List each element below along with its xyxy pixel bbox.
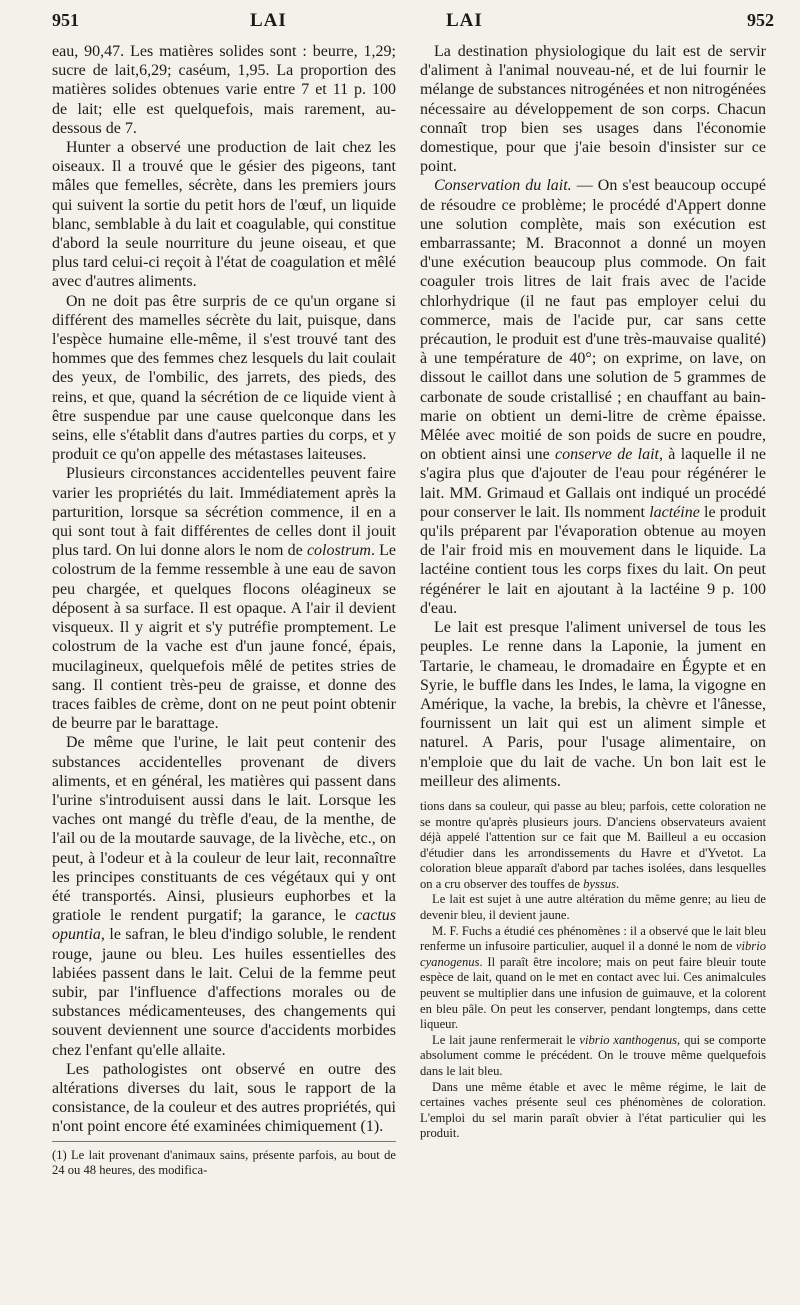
text-run: . Le colostrum de la femme ressemble à une eau de savon peu chargée, et quelques flocons oléagineux se déposent à sa surface. Il est opaque. A l'air il devient visqueux. Il y aigrit et s'y putréfie promptement. Le colostrum de la vache est d'un jaune foncé, épais, mucilagineux, quelquefois mêlé de petites stries de sang. Il contient très-peu de graisse, et donne des traces faibles de crème, dont on ne peut point obtenir de beurre par le barattage. — [52, 542, 396, 733]
paragraph-pathology: Les pathologistes ont observé en outre des altérations diverses du lait, sous le rapport de la consistance, de la couleur et des autres propriétés, qui n'ont point encore été examinées chimiquement (1). — [52, 1060, 396, 1136]
text-run: — On s'est beaucoup occupé de résoudre ce problème; le procédé d'Appert donne une solution complète, mais son exécution est embarrassante; M. Braconnot a donné un moyen d'une exécution beaucoup plus commode. On fait coaguler trois litres de lait frais avec de l'acide chlorhydrique (il ne faut pas employer celui du commerce, mais de l'acide pur, car sans cette précaution, le produit est d'une très-mauvaise qualité) à une température de 40°; on exprime, on lave, on dissout le caillot dans une solution de 5 grammes de carbonate de soude cristallisé ; en chauffant au bain-marie on obtient un demi-litre de crème épaisse. Mêlée avec moitié de son poids de sucre en poudre, on obtient ainsi une — [420, 177, 766, 464]
header-keyword-right: LAI — [446, 10, 483, 31]
text-run: . — [615, 876, 620, 891]
term-byssus: byssus — [583, 876, 616, 891]
text-run: Le lait jaune renfermerait le — [432, 1032, 580, 1047]
left-column — [52, 42, 396, 1179]
term-colostrum: colostrum — [306, 542, 371, 560]
running-header — [52, 6, 774, 36]
paragraph-accidental-substances — [52, 733, 396, 1059]
page-number-left: 951 — [52, 10, 79, 30]
text-run: tions dans sa couleur, qui passe au bleu; parfois, cette coloration ne se montre qu'après plusieurs jours. D'anciens observateurs avaient déjà appelé l'attention sur ce fait que M. Bailleul a eu occasion d'étudier dans les arrondissements du Havre et d'Yvetot. La coloration bleue apparaît d'abord par taches isolées, dans lesquelles on a cru observer des touffes de — [420, 798, 766, 891]
text-run: , le safran, le bleu d'indigo soluble, le rendent rouge, jaune ou bleu. Les huiles essentielles des labiées passent dans le lait. Celui de la femme peut subir, par l'influence d'affections morales ou de substances médicamenteuses, des changements qui souvent deviennent une source d'accidents morbides chez l'enfant qu'elle allaite. — [52, 926, 396, 1059]
paragraph-milk-conservation — [420, 176, 766, 618]
text-run: . Il paraît être incolore; mais on peut faire bleuir toute espèce de lait, quand on le met en contact avec lui. Ces animalcules peuvent se multiplier dans une infusion de guimauve, et la colorent en bleu pâle. On peut les conserver, pendant longtemps, dans cette liqueur. — [420, 954, 766, 1032]
paragraph-pigeon-milk: Hunter a observé une production de lait chez les oiseaux. Il a trouvé que le gésier des pigeons, tant mâles que femelles, sécrète, dans les premiers jours qui suivent la sortie du petit hors de l'œuf, un liquide blanc, semblable à du lait et coagulable, qui constitue d'abord la seule nourriture du jeune oiseau, et que plus tard celui-ci reçoit à l'état de coagulation et mêlé avec d'autres aliments. — [52, 139, 396, 291]
header-keyword-left: LAI — [250, 10, 287, 31]
paragraph-colostrum — [52, 464, 396, 733]
term-vibrio-cyanogenus: vibrio cyanogenus — [420, 939, 766, 969]
footnote-continuation — [420, 799, 766, 893]
section-heading-conservation: Conservation du lait. — [434, 177, 572, 195]
term-vibrio-xanthogenus: vibrio xanthogenus — [579, 1032, 678, 1047]
term-conserve-de-lait: conserve de lait — [555, 446, 659, 464]
text-run: le produit qu'ils préparent par l'évaporation obtenue au moyen de l'air froid mis en mouvement dans le liquide. La lactéine contient tous les corps fixes du lait. On peut régénérer le lait en ajoutant à la lactéine 9 p. 100 d'eau. — [420, 503, 767, 617]
right-column — [420, 42, 766, 1142]
footnote-stable: Dans une même étable et avec le même régime, le lait de certaines vaches présente seul ces phénomènes de coloration. L'emploi du sel marin paraît obvier à l'état particulier qui les produit. — [420, 1079, 766, 1141]
paragraph-composition: eau, 90,47. Les matières solides sont : beurre, 1,29; sucre de lait,6,29; caséum, 1,95. La proportion des matières solides obtenues varie entre 7 et 11 p. 100 de lait; elle est quelquefois, mais rarement, au-dessous de 7. — [52, 43, 396, 137]
footnote-xanthogenus — [420, 1033, 766, 1080]
footnote-divider — [52, 1141, 396, 1142]
term-lacteine: lactéine — [649, 503, 700, 521]
text-run: , à laquelle il ne s'agira plus que d'ajouter de l'eau pour régénérer le lait. MM. Grimaud et Gallais ont indiqué un procédé pour conserver le lait. Ils nomment — [420, 446, 766, 521]
footnote-1: (1) Le lait provenant d'animaux sains, présente parfois, au bout de 24 ou 48 heures, des modifica- — [52, 1147, 396, 1178]
text-run: De même que l'urine, le lait peut contenir des substances accidentelles provenant de divers aliments, et en général, les matières qui passent dans l'urine s'introduisent aussi dans le lait. Lorsque les vaches ont mangé du trèfle d'eau, de la menthe, de l'ail ou de la moutarde sauvage, de la livèche, etc., on peut, à l'odeur et à la couleur de leur lait, reconnaître les principes constituants de ces végétaux qui y ont été transportés. Ainsi, plusieurs euphorbes et la gratiole le rendent purgatif; la garance, le — [52, 734, 396, 925]
term-cactus-opuntia: cactus opuntia — [52, 907, 396, 944]
paragraph-milk-metastases: On ne doit pas être surpris de ce qu'un organe si différent des mamelles sécrète du lait, puisque, dans l'espèce humaine elle-même, il s'est trouvé tant des hommes que des femmes chez lesquels du lait coulait des yeux, de l'ombilic, des jarrets, des pieds, des reins, et que, quand la sécrétion de ce liquide vient à être suspendue par une cause quelconque dans les seins, elle s'établit dans d'autres parties du corps, et y produit ce qu'on appelle des métastases laiteuses. — [52, 292, 396, 464]
page-number-right: 952 — [747, 10, 774, 30]
paragraph-physiological-destination: La destination physiologique du lait est de servir d'aliment à l'animal nouveau-né, et de lui fournir le mélange de substances nitrogénées et non nitrogénées nécessaire au développement de son corps. Chacun connaît trop bien ses usages dans l'économie domestique, pour que j'aie besoin d'insister sur ce point. — [420, 43, 766, 176]
text-run: , qui se comporte absolument comme le précédent. On le trouve même quelquefois dans le lait bleu. — [420, 1032, 767, 1079]
text-run: M. F. Fuchs a étudié ces phénomènes : il a observé que le lait bleu renferme un infusoire particulier, auquel il a donné le nom de — [420, 923, 766, 954]
spacer — [420, 791, 766, 799]
paragraph-universal-food: Le lait est presque l'aliment universel de tous les peuples. Le renne dans la Laponie, la jument en Tartarie, le chameau, le dromadaire en Égypte et en Syrie, le buffle dans les Indes, le lama, la vigogne en Amérique, la vache, la brebis, la chèvre et l'ânesse, fournissent un lait qui est un aliment simple et naturel. A Paris, pour l'usage alimentaire, on n'emploie que du lait de vache. Un bon lait est le meilleur des aliments. — [420, 619, 766, 790]
text-run: Plusieurs circonstances accidentelles peuvent faire varier les propriétés du lait. Immédiatement après la parturition, lorsque sa sécrétion commence, il en a qui sont tout à fait différentes de celles dont il jouit plus tard. On lui donne alors le nom de — [52, 465, 396, 560]
footnote-yellow-milk: Le lait est sujet à une autre altération du même genre; au lieu de devenir bleu, il devient jaune. — [420, 892, 766, 923]
footnote-fuchs — [420, 924, 766, 1033]
